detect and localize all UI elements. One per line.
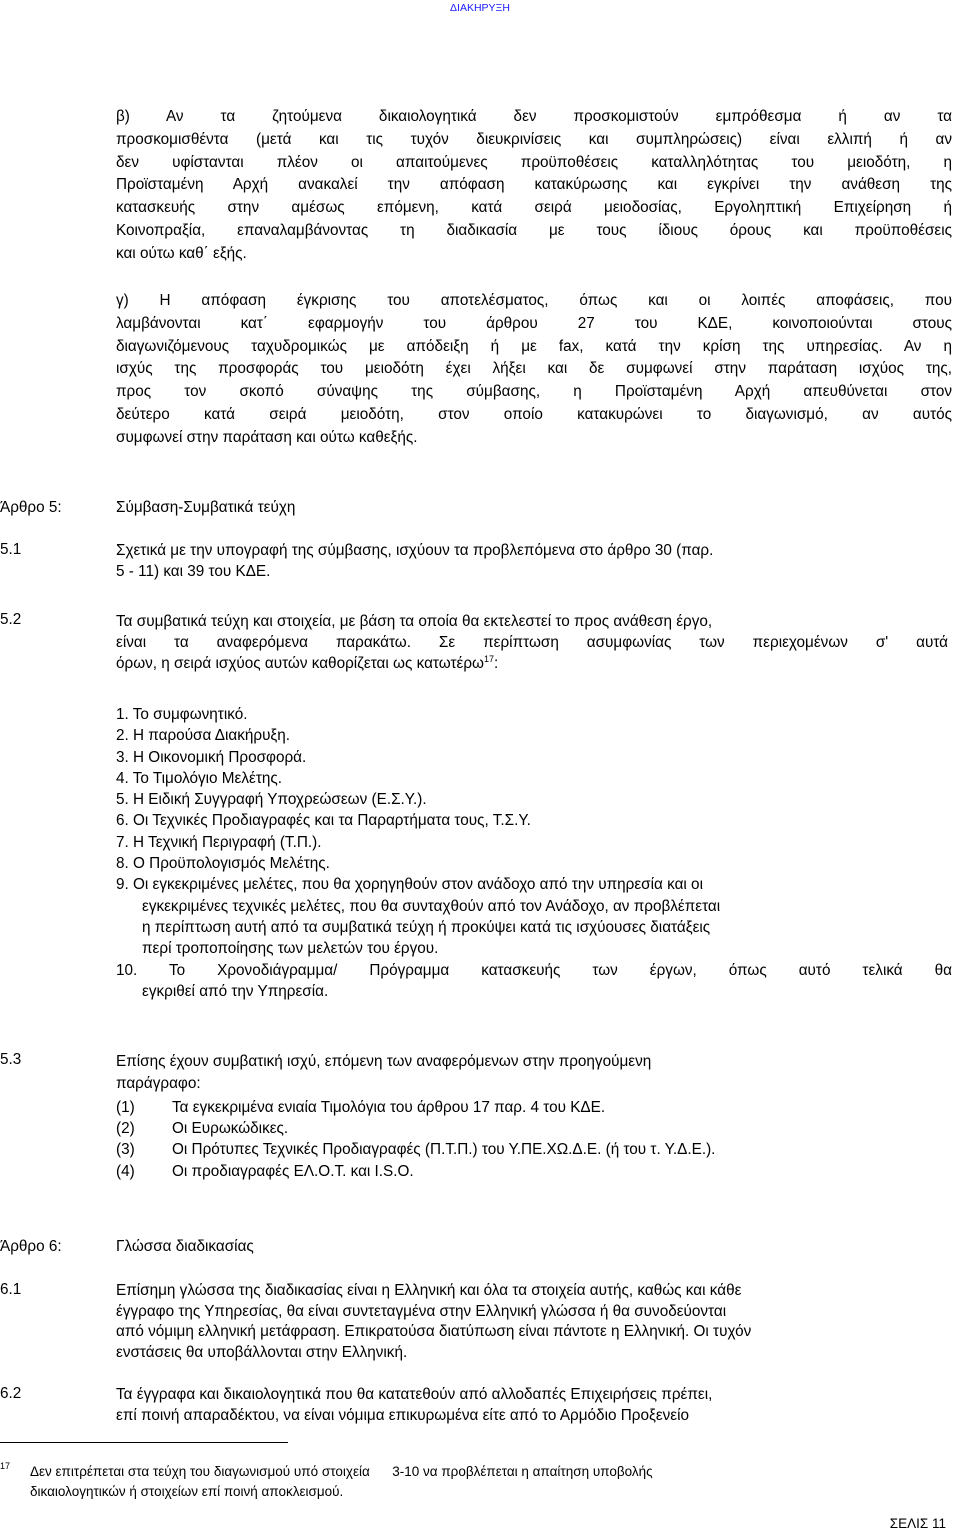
item-text: Τα εγκεκριμένα ενιαία Τιμολόγια του άρθρου 17 παρ. 4 του ΚΔΕ. — [172, 1099, 606, 1116]
article-title: Γλώσσα διαδικασίας — [116, 1238, 254, 1255]
text-line — [116, 653, 948, 674]
text-line: επί ποινή απαραδέκτου, να είναι νόμιμα επικυρωμένα είτε από το Αρμόδιο Προξενείο — [116, 1406, 690, 1424]
list-item-text: 7. Η Τεχνική Περιγραφή (Τ.Π.). — [116, 833, 322, 851]
list-item-continuation: περί τροποποίησης των μελετών του έργου. — [142, 940, 439, 958]
text-line: Επίσης έχουν συμβατική ισχύ, επόμενη των αναφερόμενων στην προηγούμενη — [116, 1053, 652, 1070]
list-item-continuation: εγκεκριμένες τεχνικές μελέτες, που θα συνταχθούν από τον Ανάδοχο, αν προβλέπεται — [142, 897, 721, 915]
list-item-text: 9. Οι εγκεκριμένες μελέτες, που θα χορηγηθούν στον ανάδοχο από την υπηρεσία και οι — [116, 876, 703, 894]
text-line: 5 - 11) και 39 του ΚΔΕ. — [116, 562, 271, 580]
list-item — [116, 810, 952, 831]
text-line: ισχύς της προσφοράς του μειοδότη έχει λήξει και δε συμφωνεί στην παράταση ισχύος της, — [116, 360, 952, 378]
item-label: (3) — [116, 1141, 135, 1159]
article-number: Άρθρο 6: — [0, 1238, 62, 1255]
list-item — [116, 1097, 952, 1118]
text-line: παράγραφο: — [116, 1074, 201, 1092]
section-number: 6.2 — [0, 1385, 22, 1402]
list-item — [116, 789, 952, 810]
list-item — [116, 832, 952, 853]
text-line: Επίσημη γλώσσα της διαδικασίας είναι η Ελληνική και όλα τα στοιχεία αυτής, καθώς και κάθε — [116, 1282, 742, 1299]
list-item — [116, 704, 952, 725]
list-item-text: 10. Το Χρονοδιάγραμμα/ Πρόγραμμα κατασκευής των έργων, όπως αυτό τελικά θα — [116, 961, 952, 979]
item-text: Οι Πρότυπες Τεχνικές Προδιαγραφές (Π.Τ.Π.) του Υ.ΠΕ.ΧΩ.Δ.Ε. (ή του τ. Υ.Δ.Ε.). — [172, 1141, 716, 1159]
text-line: δεν υφίστανται πλέον οι απαιτούμενες προϋποθέσεις καταλληλότητας του μειοδότη, η — [116, 153, 952, 171]
text-line: Προϊσταμένη Αρχή ανακαλεί την απόφαση κατακύρωσης και εγκρίνει την ανάθεση της — [116, 176, 952, 194]
footnote-line: δικαιολογητικών ή στοιχείων επί ποινή αποκλεισμού. — [30, 1484, 344, 1499]
list-item-text: 8. Ο Προϋπολογισμός Μελέτης. — [116, 855, 330, 873]
list-item-text: 2. Η παρούσα Διακήρυξη. — [116, 727, 291, 745]
item-label: (1) — [116, 1099, 135, 1116]
list-item — [116, 874, 952, 959]
item-label: (2) — [116, 1120, 135, 1138]
footnote-separator — [0, 1442, 288, 1443]
text-line: ενστάσεις θα υποβάλλονται στην Ελληνική. — [116, 1343, 408, 1361]
text-line: Κοινοπραξία, επαναλαμβάνοντας τη διαδικασία με τους ίδιους όρους και προϋποθέσεις — [116, 221, 952, 239]
text-line: προς τον σκοπό σύναψης της σύμβασης, η Προϊσταμένη Αρχή απευθύνεται στον — [116, 383, 952, 401]
section-5-3-items — [116, 1097, 952, 1182]
footnote-reference[interactable]: 17 — [483, 654, 494, 664]
list-item-text: 6. Οι Τεχνικές Προδιαγραφές και τα Παραρτήματα τους, Τ.Σ.Υ. — [116, 812, 531, 830]
text-line: γ) Η απόφαση έγκρισης του αποτελέσματος, όπως και οι λοιπές αποφάσεις, που — [116, 292, 952, 309]
contract-documents-list — [116, 704, 952, 1002]
list-item — [116, 725, 952, 746]
text-line: από νόμιμη ελληνική μετάφραση. Επικρατούσα διατύπωση είναι πάντοτε η Ελληνική. Οι τυχόν — [116, 1323, 752, 1340]
article-number: Άρθρο 5: — [0, 499, 62, 516]
list-item-continuation: η περίπτωση αυτή από τα συμβατικά τεύχη ή προκύψει κατά τις ισχύουσες διατάξεις — [142, 918, 711, 936]
list-item — [116, 1161, 952, 1182]
item-text: Οι Ευρωκώδικες. — [172, 1120, 289, 1138]
text-line: προσκομισθέντα (μετά και τις τυχόν διευκρινίσεις και συμπληρώσεις) είναι ελλιπή ή αν — [116, 130, 952, 148]
text-line: β) Αν τα ζητούμενα δικαιολογητικά δεν προσκομιστούν εμπρόθεσμα ή αν τα — [116, 108, 952, 125]
paragraph-b — [116, 106, 952, 266]
page-number: ΣΕΛΙΣ 11 — [889, 1516, 946, 1531]
article-5-heading — [0, 498, 960, 518]
section-number: 5.3 — [0, 1051, 22, 1068]
text-line: Σχετικά με την υπογραφή της σύμβασης, ισχύουν τα προβλεπόμενα στο άρθρο 30 (παρ. — [116, 542, 714, 559]
text-fragment: : — [494, 655, 499, 672]
paragraph-c — [116, 290, 952, 450]
list-item — [116, 768, 952, 789]
list-item — [116, 960, 952, 1003]
list-item — [116, 1118, 952, 1139]
text-line: Τα συμβατικά τεύχη και στοιχεία, με βάση τα οποία θα εκτελεστεί το προς ανάθεση έργο, — [116, 613, 713, 630]
text-line: δεύτερο κατά σειρά μειοδότη, στον οποίο κατακυρώνει το διαγωνισμό, αν αυτός — [116, 405, 952, 423]
item-text: Οι προδιαγραφές ΕΛ.Ο.Τ. και I.S.O. — [172, 1162, 414, 1180]
section-number: 5.1 — [0, 541, 22, 558]
text-line: διαγωνιζόμενους ταχυδρομικώς με απόδειξη ή με fax, κατά την κρίση της υπηρεσίας. Αν η — [116, 337, 952, 355]
text-line: λαμβάνονται κατ΄ εφαρμογήν του άρθρου 27 του ΚΔΕ, κοινοποιούνται στους — [116, 314, 952, 332]
item-label: (4) — [116, 1162, 135, 1180]
list-item — [116, 853, 952, 874]
footnote-line: Δεν επιτρέπεται στα τεύχη του διαγωνισμού υπό στοιχεία 3-10 να προβλέπεται η απαίτηση υποβολής — [30, 1464, 653, 1479]
section-number: 6.1 — [0, 1281, 22, 1298]
article-6-heading — [0, 1237, 960, 1257]
footnote: 17 Δεν επιτρέπεται στα τεύχη του διαγωνισμού υπό στοιχεία 3-10 να προβλέπεται η απαίτηση υποβολής δικαιολογητικών ή στοιχείων επί ποινή αποκλεισμού. — [30, 1462, 928, 1502]
list-item — [116, 747, 952, 768]
text-line: έγγραφο της Υπηρεσίας, θα είναι συντεταγμένα στην Ελληνική γλώσσα ή θα συνοδεύονται — [116, 1302, 727, 1320]
list-item — [116, 1139, 952, 1160]
document-header: ΔΙΑΚΗΡΥΞΗ — [450, 2, 510, 14]
text-line: συμφωνεί στην παράταση και ούτω καθεξής. — [116, 428, 418, 446]
text-line: κατασκευής στην αμέσως επόμενη, κατά σειρά μειοδοσίας, Εργοληπτική Επιχείρηση ή — [116, 199, 952, 217]
article-title: Σύμβαση-Συμβατικά τεύχη — [116, 499, 296, 516]
text-line: Τα έγγραφα και δικαιολογητικά που θα κατατεθούν από αλλοδαπές Επιχειρήσεις πρέπει, — [116, 1386, 713, 1403]
list-item-text: 5. Η Ειδική Συγγραφή Υποχρεώσεων (Ε.Σ.Υ.). — [116, 791, 427, 809]
text-line: και ούτω καθ΄ εξής. — [116, 244, 247, 262]
text-fragment: όρων, η σειρά ισχύος αυτών καθορίζεται ως κατωτέρω — [116, 655, 484, 672]
list-item-text: 3. Η Οικονομική Προσφορά. — [116, 748, 307, 766]
list-item-text: 1. Το συμφωνητικό. — [116, 706, 248, 723]
list-item-continuation: εγκριθεί από την Υπηρεσία. — [142, 982, 329, 1000]
list-item-text: 4. Το Τιμολόγιο Μελέτης. — [116, 769, 283, 787]
section-number: 5.2 — [0, 611, 22, 628]
text-line: είναι τα αναφερόμενα παρακάτω. Σε περίπτωση ασυμφωνίας των περιεχομένων σ' αυτά — [116, 634, 948, 651]
